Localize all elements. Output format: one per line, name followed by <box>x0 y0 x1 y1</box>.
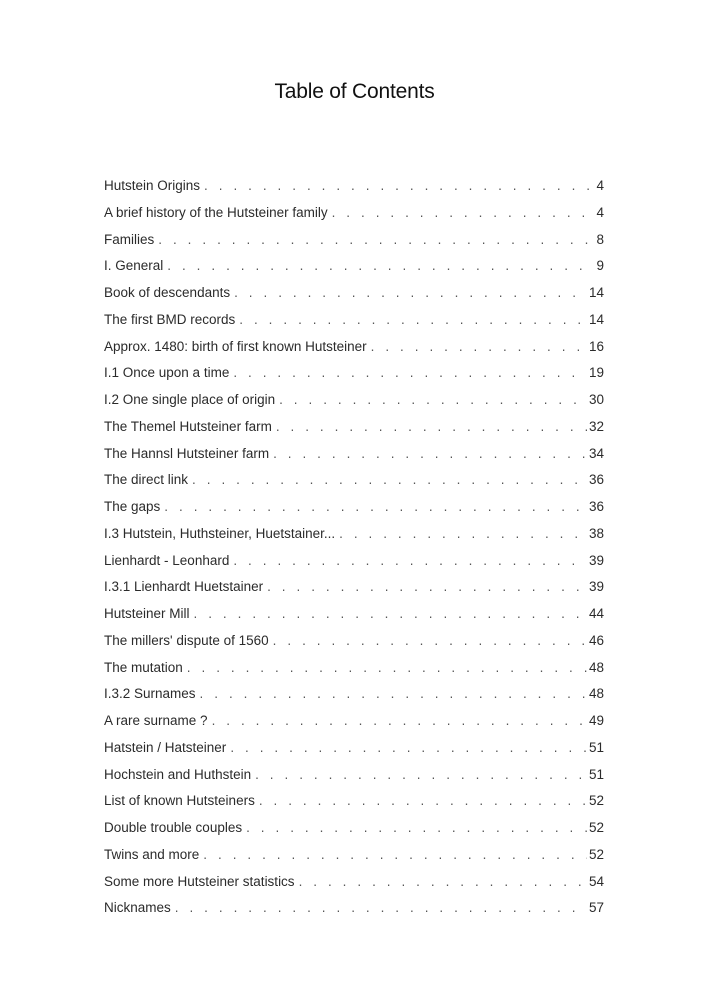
toc-entry-label: Book of descendants <box>104 285 231 300</box>
toc-entry-page: 57 <box>588 900 604 916</box>
toc-entry-label: I.3.1 Lienhardt Huetstainer <box>104 579 264 595</box>
toc-entry[interactable] <box>104 389 604 416</box>
toc-entry[interactable] <box>104 657 604 684</box>
toc-dot-leader <box>246 817 587 838</box>
toc-entry[interactable] <box>104 897 604 924</box>
toc-entry[interactable] <box>104 202 604 229</box>
toc-dot-leader <box>332 202 595 223</box>
toc-entry[interactable] <box>104 630 604 657</box>
toc-entry-page: 52 <box>588 846 604 862</box>
toc-entry-label: List of known Hutsteiners <box>104 793 255 809</box>
toc-entry-label: I. General <box>104 258 164 274</box>
toc-entry-label: Double trouble couples <box>104 820 243 835</box>
toc-dot-leader <box>339 523 587 544</box>
toc-dot-leader <box>187 657 587 678</box>
toc-dot-leader <box>233 362 587 383</box>
toc-entry[interactable] <box>104 282 604 309</box>
toc-entry-label: Twins and more <box>104 846 200 862</box>
toc-entry[interactable] <box>104 737 604 764</box>
toc-entry-page: 32 <box>588 418 604 434</box>
toc-entry-label: A brief history of the Hutsteiner family <box>104 204 328 220</box>
toc-entry-label: The mutation <box>104 659 183 675</box>
toc-entry[interactable] <box>104 443 604 470</box>
toc-dot-leader <box>158 229 594 250</box>
toc-entry-page: 16 <box>588 338 604 354</box>
toc-entry-page: 4 <box>596 178 604 193</box>
toc-entry-page: 4 <box>596 204 604 220</box>
toc-entry[interactable] <box>104 550 604 577</box>
page-title: Table of Contents <box>274 80 435 103</box>
toc-dot-leader <box>239 309 587 330</box>
toc-entry-label: A rare surname ? <box>104 713 208 728</box>
toc-entry[interactable] <box>104 790 604 817</box>
toc-entry-label: Hatstein / Hatsteiner <box>104 739 227 755</box>
toc-entry-label: Families <box>104 231 155 247</box>
toc-dot-leader <box>267 576 587 597</box>
toc-entry-label: I.3 Hutstein, Huthsteiner, Huetstainer... <box>104 525 336 541</box>
toc-entry[interactable] <box>104 255 604 282</box>
toc-entry-label: Approx. 1480: birth of first known Hutsteiner <box>104 338 367 354</box>
toc-entry-label: The millers' dispute of 1560 <box>104 632 269 648</box>
toc-entry-label: Hutstein Origins <box>104 178 201 193</box>
toc-entry[interactable] <box>104 416 604 443</box>
toc-entry[interactable] <box>104 603 604 630</box>
toc-entry-page: 30 <box>588 392 604 407</box>
toc-dot-leader <box>276 416 587 437</box>
toc-entry-label: Hochstein and Huthstein <box>104 766 252 782</box>
toc-entry[interactable] <box>104 336 604 363</box>
toc-entry-label: Hutsteiner Mill <box>104 606 190 621</box>
toc-entry-page: 48 <box>588 686 604 702</box>
toc-dot-leader <box>299 871 587 892</box>
toc-dot-leader <box>167 255 594 276</box>
toc-entry-page: 51 <box>588 739 604 755</box>
toc-dot-leader <box>212 710 587 731</box>
toc-entry-page: 46 <box>588 632 604 648</box>
toc-entry-page: 34 <box>588 445 604 461</box>
toc-dot-leader <box>230 737 587 758</box>
toc-entry-page: 49 <box>588 713 604 728</box>
toc-dot-leader <box>194 603 587 624</box>
toc-dot-leader <box>200 683 587 704</box>
toc-entry[interactable] <box>104 871 604 898</box>
toc-entry-page: 39 <box>588 579 604 595</box>
toc-dot-leader <box>204 175 594 196</box>
toc-entry-page: 8 <box>596 231 604 247</box>
toc-entry[interactable] <box>104 496 604 523</box>
toc-entry-page: 48 <box>588 659 604 675</box>
toc-entry-label: The gaps <box>104 499 161 514</box>
toc-entry[interactable] <box>104 764 604 791</box>
toc-entry-label: Some more Hutsteiner statistics <box>104 873 295 889</box>
toc-dot-leader <box>164 496 587 517</box>
toc-entry-label: I.1 Once upon a time <box>104 365 230 381</box>
toc-entry[interactable] <box>104 683 604 710</box>
toc-dot-leader <box>371 336 587 357</box>
toc-entry-page: 38 <box>588 525 604 541</box>
toc-entry-page: 51 <box>588 766 604 782</box>
toc-dot-leader <box>273 443 587 464</box>
toc-entry-label: The Themel Hutsteiner farm <box>104 418 272 434</box>
toc-entry-label: The Hannsl Hutsteiner farm <box>104 445 270 461</box>
table-of-contents <box>104 175 604 924</box>
toc-entry-label: I.3.2 Surnames <box>104 686 196 702</box>
toc-dot-leader <box>255 764 587 785</box>
toc-entry[interactable] <box>104 309 604 336</box>
toc-entry[interactable] <box>104 844 604 871</box>
toc-entry-page: 54 <box>588 873 604 889</box>
toc-entry[interactable] <box>104 710 604 737</box>
toc-entry-page: 14 <box>588 311 604 327</box>
toc-dot-leader <box>192 469 587 490</box>
toc-entry-label: The first BMD records <box>104 311 236 327</box>
toc-entry-page: 9 <box>596 258 604 274</box>
toc-entry-label: I.2 One single place of origin <box>104 392 276 407</box>
toc-entry-label: The direct link <box>104 472 189 488</box>
toc-entry-page: 39 <box>588 552 604 568</box>
toc-entry-page: 52 <box>588 793 604 809</box>
toc-dot-leader <box>233 550 587 571</box>
toc-dot-leader <box>259 790 587 811</box>
toc-entry[interactable] <box>104 523 604 550</box>
toc-entry[interactable] <box>104 362 604 389</box>
toc-entry-page: 44 <box>588 606 604 621</box>
toc-dot-leader <box>203 844 587 865</box>
toc-entry[interactable] <box>104 175 604 202</box>
toc-dot-leader <box>279 389 587 410</box>
toc-entry[interactable] <box>104 469 604 496</box>
toc-dot-leader <box>234 282 587 303</box>
toc-entry-label: Nicknames <box>104 900 171 916</box>
toc-entry[interactable] <box>104 817 604 844</box>
toc-entry[interactable] <box>104 229 604 256</box>
toc-entry-page: 36 <box>588 472 604 488</box>
toc-entry-page: 52 <box>588 820 604 835</box>
toc-entry[interactable] <box>104 576 604 603</box>
toc-dot-leader <box>273 630 587 651</box>
toc-entry-page: 19 <box>588 365 604 381</box>
toc-dot-leader <box>175 897 587 918</box>
toc-entry-label: Lienhardt - Leonhard <box>104 552 230 568</box>
toc-entry-page: 14 <box>588 285 604 300</box>
toc-entry-page: 36 <box>588 499 604 514</box>
